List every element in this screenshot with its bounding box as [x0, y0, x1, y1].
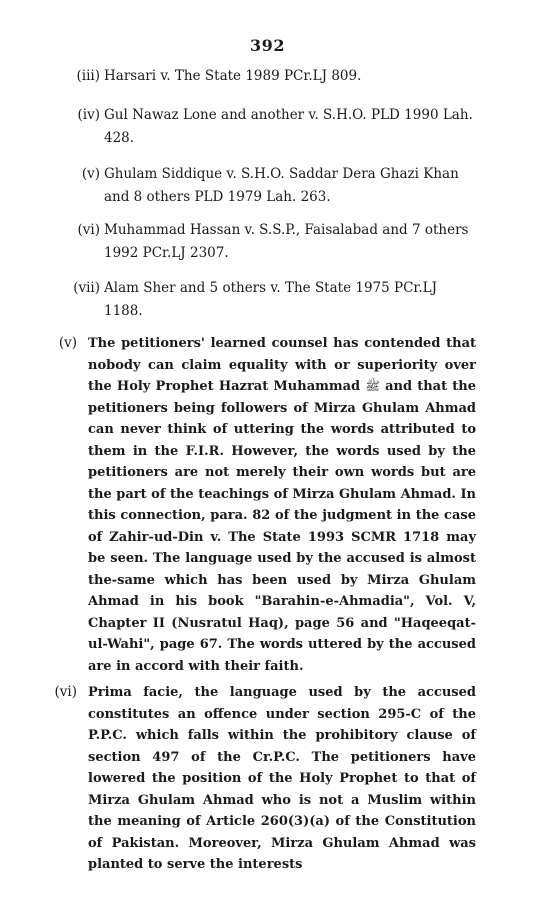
citation-number: (vi)	[77, 222, 100, 238]
paragraph-number: (v)	[58, 335, 77, 351]
citation-number: (vii)	[73, 280, 100, 296]
citation-number: (iii)	[76, 68, 100, 84]
citation-text: Gul Nawaz Lone and another v. S.H.O. PLD 1990 Lah. 428.	[104, 107, 473, 146]
paragraph-number: (vi)	[54, 684, 77, 700]
paragraph-text: Prima facie, the language used by the accused constitutes an offence under section 295-C of the P.P.C. which falls within the prohibitory clause of section 497 of the Cr.P.C. The petitioners have lowered the position of the Holy Prophet to that of Mirza Ghulam Ahmad who is not a Muslim within the meaning of Article 260(3)(a) of the Constitution of Pakistan. Moreover, Mirza Ghulam Ahmad was planted to serve the interests	[88, 685, 476, 872]
paragraph-text	[88, 333, 476, 677]
page-number: 392	[250, 36, 285, 55]
citation-number: (iv)	[77, 107, 100, 123]
paragraph-text-part: The petitioners' learned counsel has contended that nobody can claim equality with or superiority over the Holy Prophet Hazrat Muhammad	[88, 336, 476, 394]
citation-text: Alam Sher and 5 others v. The State 1975 PCr.LJ 1188.	[104, 280, 438, 319]
citation-number: (v)	[81, 166, 100, 182]
citation-text: Harsari v. The State 1989 PCr.LJ 809.	[104, 68, 362, 84]
paragraph-text-part: and that the petitioners being followers of Mirza Ghulam Ahmad can never think of uttering the words attributed to them in the F.I.R. However, the words used by the petitioners are not merely their own words but are the part of the teachings of Mirza Ghulam Ahmad. In this connection, para. 82 of the judgment in the case of Zahir-ud-Din v. The State 1993 SCMR 1718 may be seen. The language used by the accused is almost the-same which has been used by Mirza Ghulam Ahmad in his book "Barahin-e-Ahmadia", Vol. V, Chapter II (Nusratul Haq), page 56 and "Haqeeqat-ul-Wahi", page 67. The words uttered by the accused are in accord with their faith.	[88, 379, 477, 674]
citation-text: Ghulam Siddique v. S.H.O. Saddar Dera Ghazi Khan and 8 others PLD 1979 Lah. 263.	[104, 166, 459, 205]
pbuh-symbol: ﷺ	[365, 379, 380, 393]
citation-text: Muhammad Hassan v. S.S.P., Faisalabad and 7 others 1992 PCr.LJ 2307.	[104, 222, 469, 261]
